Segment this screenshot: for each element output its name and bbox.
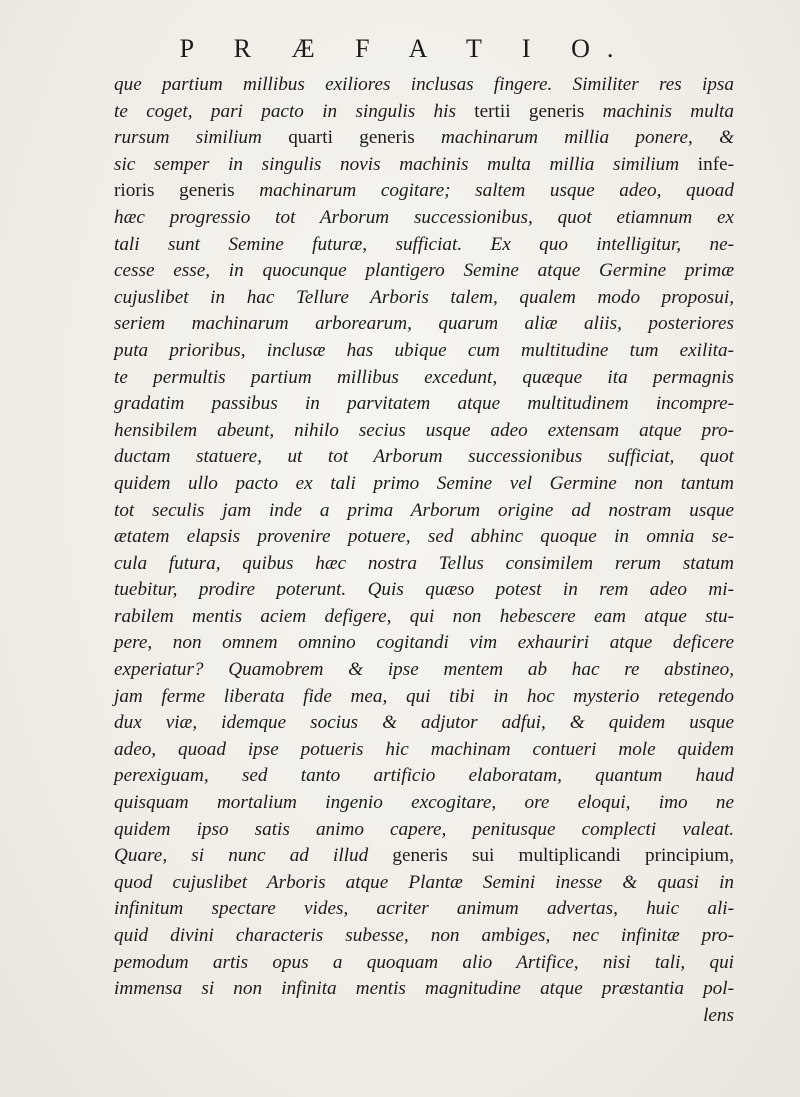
text-line bbox=[114, 232, 734, 259]
text-line bbox=[114, 950, 734, 977]
text-segment: hæc progressio tot Arborum successionibus, quot etiamnum ex bbox=[114, 206, 734, 228]
text-line bbox=[114, 524, 734, 551]
text-line bbox=[114, 684, 734, 711]
text-line bbox=[114, 657, 734, 684]
text-line bbox=[114, 577, 734, 604]
text-line bbox=[114, 923, 734, 950]
text-segment: Quare, si nunc ad illud bbox=[114, 845, 393, 867]
text-line bbox=[114, 604, 734, 631]
text-segment: quisquam mortalium ingenio excogitare, ore eloqui, imo ne bbox=[114, 792, 734, 814]
text-line bbox=[114, 418, 734, 445]
text-line bbox=[114, 72, 734, 99]
text-line bbox=[114, 817, 734, 844]
text-segment: machinis multa bbox=[602, 100, 734, 122]
text-line bbox=[114, 763, 734, 790]
text-segment: cujuslibet in hac Tellure Arboris talem, qualem modo proposui, bbox=[114, 286, 734, 308]
text-segment: tertii generis bbox=[474, 100, 603, 122]
text-segment: que partium millibus exiliores inclusas fingere. Similiter res ipsa bbox=[114, 74, 734, 95]
text-segment: adeo, quoad ipse potueris hic machinam contueri mole quidem bbox=[114, 738, 734, 760]
text-line bbox=[114, 365, 734, 392]
text-line bbox=[114, 976, 734, 1003]
text-line bbox=[114, 1003, 734, 1030]
text-line bbox=[114, 870, 734, 897]
text-line bbox=[114, 551, 734, 578]
text-segment: rabilem mentis aciem defigere, qui non hebescere eam atque stu- bbox=[114, 605, 734, 627]
text-line bbox=[114, 125, 734, 152]
text-line bbox=[114, 843, 734, 870]
text-segment: cula futura, quibus hæc nostra Tellus consimilem rerum statum bbox=[114, 552, 734, 574]
text-line bbox=[114, 471, 734, 498]
text-segment: quod cujuslibet Arboris atque Plantæ Semini inesse & quasi in bbox=[114, 871, 734, 893]
text-line bbox=[114, 178, 734, 205]
text-segment: seriem machinarum arborearum, quarum aliæ aliis, posteriores bbox=[114, 313, 734, 335]
text-line bbox=[114, 99, 734, 126]
text-line bbox=[114, 710, 734, 737]
text-segment: ductam statuere, ut tot Arborum successionibus sufficiat, quot bbox=[114, 446, 734, 468]
text-segment: tali sunt Semine futuræ, sufficiat. Ex quo intelligitur, ne- bbox=[114, 233, 734, 255]
text-segment: generis sui multiplicandi principium, bbox=[392, 845, 734, 867]
text-segment: cesse esse, in quocunque plantigero Semine atque Germine primæ bbox=[114, 260, 734, 282]
text-segment: lens bbox=[703, 1004, 734, 1026]
text-line bbox=[114, 391, 734, 418]
text-segment: sic semper in singulis novis machinis multa millia similium bbox=[114, 153, 698, 175]
text-segment: machinarum millia ponere, & bbox=[440, 127, 734, 149]
text-line bbox=[114, 205, 734, 232]
text-line bbox=[114, 896, 734, 923]
text-segment: rursum similium bbox=[114, 127, 289, 149]
text-line bbox=[114, 258, 734, 285]
text-line bbox=[114, 444, 734, 471]
text-segment: rioris generis bbox=[114, 180, 260, 202]
text-segment: ætatem elapsis provenire potuere, sed abhinc quoque in omnia se- bbox=[114, 526, 734, 548]
text-segment: tuebitur, prodire poterunt. Quis quæso potest in rem adeo mi- bbox=[114, 579, 734, 601]
text-segment: machinarum cogitare; saltem usque adeo, quoad bbox=[259, 180, 734, 202]
text-segment: quid divini characteris subesse, non ambiges, nec infinitæ pro- bbox=[114, 925, 734, 946]
text-line bbox=[114, 152, 734, 179]
text-segment: quarti generis bbox=[288, 127, 441, 149]
body-text bbox=[114, 72, 734, 1029]
text-line bbox=[114, 311, 734, 338]
text-segment: te permultis partium millibus excedunt, quæque ita permagnis bbox=[114, 366, 734, 388]
text-segment: gradatim passibus in parvitatem atque multitudinem incompre- bbox=[114, 393, 734, 415]
text-line bbox=[114, 285, 734, 312]
text-segment: pemodum artis opus a quoquam alio Artifice, nisi tali, qui bbox=[114, 951, 734, 973]
text-line bbox=[114, 790, 734, 817]
running-head: P R Æ F A T I O. bbox=[179, 34, 631, 63]
text-line bbox=[114, 630, 734, 657]
text-segment: infinitum spectare vides, acriter animum advertas, huic ali- bbox=[114, 898, 734, 920]
text-line bbox=[114, 338, 734, 365]
text-segment: pere, non omnem omnino cogitandi vim exhauriri atque deficere bbox=[114, 632, 734, 654]
text-segment: quidem ullo pacto ex tali primo Semine vel Germine non tantum bbox=[114, 472, 734, 494]
text-segment: experiatur? Quamobrem & ipse mentem ab hac re abstineo, bbox=[114, 659, 734, 681]
text-segment: hensibilem abeunt, nihilo secius usque adeo extensam atque pro- bbox=[114, 419, 734, 441]
text-segment: te coget, pari pacto in singulis his bbox=[114, 100, 475, 122]
text-segment: jam ferme liberata fide mea, qui tibi in hoc mysterio retegendo bbox=[114, 685, 734, 707]
text-segment: immensa si non infinita mentis magnitudine atque præstantia pol- bbox=[114, 978, 734, 1000]
text-segment: dux viæ, idemque socius & adjutor adfui, & quidem usque bbox=[114, 712, 734, 734]
text-line bbox=[114, 498, 734, 525]
text-segment: perexiguam, sed tanto artificio elaboratam, quantum haud bbox=[114, 765, 734, 787]
text-line bbox=[114, 737, 734, 764]
text-segment: quidem ipso satis animo capere, penitusque complecti valeat. bbox=[114, 818, 734, 840]
text-segment: infe- bbox=[697, 153, 734, 175]
text-segment: puta prioribus, inclusæ has ubique cum multitudine tum exilita- bbox=[114, 339, 734, 361]
text-segment: tot seculis jam inde a prima Arborum origine ad nostram usque bbox=[114, 499, 734, 521]
